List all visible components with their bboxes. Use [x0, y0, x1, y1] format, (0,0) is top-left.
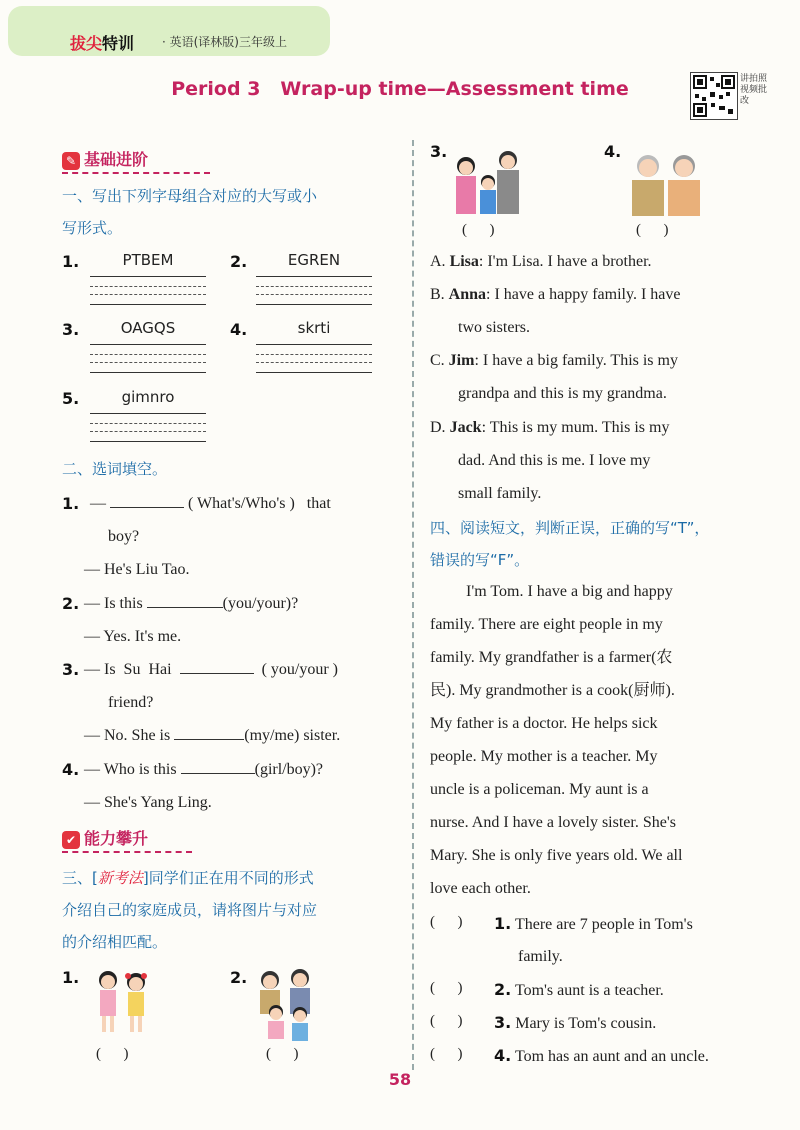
- guide-line: [90, 423, 206, 424]
- question-part: — Is this: [84, 595, 143, 612]
- answer-line: [90, 441, 206, 442]
- letter-group: EGREN: [287, 251, 341, 269]
- option-b: [430, 285, 680, 305]
- guide-line: [256, 286, 372, 287]
- guide-line: [90, 294, 206, 295]
- question-text-cont: friend?: [108, 694, 154, 711]
- picture-number: 3.: [430, 142, 448, 161]
- statement-number: 3.: [494, 1013, 512, 1032]
- option-text: : This is my mum. This is my: [481, 419, 670, 436]
- statement-number: 4.: [494, 1046, 512, 1065]
- family-of-four-illustration: [252, 966, 326, 1044]
- two-girls-illustration: [88, 966, 158, 1040]
- question-part: — Who is this: [84, 761, 177, 778]
- option-letter: A.: [430, 253, 446, 270]
- brand-red: 拔尖: [70, 34, 103, 53]
- option-letter: C.: [430, 352, 445, 369]
- passage-line: uncle is a policeman. My aunt is a: [430, 781, 649, 798]
- option-cont: two sisters.: [458, 319, 530, 336]
- item-number: 4.: [230, 320, 248, 339]
- fill-blank[interactable]: [180, 673, 254, 674]
- column-divider: [412, 140, 414, 1070]
- option-cont: dad. And this is me. I love my: [458, 452, 651, 469]
- answer-text: — He's Liu Tao.: [84, 561, 190, 578]
- guide-line: [256, 354, 372, 355]
- passage-line: My father is a doctor. He helps sick: [430, 715, 658, 732]
- answer-paren[interactable]: ( ): [430, 1046, 463, 1062]
- answer-paren[interactable]: ( ): [462, 222, 495, 238]
- banner-underline: [62, 172, 210, 174]
- question-part: (you/your)?: [222, 595, 299, 612]
- instruction-line: 的介绍相匹配。: [62, 933, 168, 951]
- instruction-line: 四、阅读短文，判断正误，正确的写“T”，: [430, 519, 710, 537]
- picture-number: 1.: [62, 968, 80, 987]
- statement-cont: family.: [518, 948, 563, 965]
- answer-paren[interactable]: ( ): [96, 1046, 129, 1062]
- item-number: 2.: [230, 252, 248, 271]
- title-label: Wrap-up time—Assessment time: [280, 78, 629, 100]
- section-banner-advanced: [62, 826, 148, 849]
- option-text: : I have a big family. This is my: [474, 352, 678, 369]
- guide-line: [90, 431, 206, 432]
- grandparents-illustration: [624, 150, 710, 218]
- part3-instruction: [62, 862, 317, 958]
- speaker-name: Jack: [449, 419, 482, 436]
- statement-text: Mary is Tom's cousin.: [515, 1015, 657, 1032]
- answer-part: (my/me) sister.: [244, 727, 341, 744]
- fill-blank[interactable]: [147, 607, 223, 608]
- picture-number: 2.: [230, 968, 248, 987]
- reading-passage: [430, 582, 774, 912]
- answer-text: — She's Yang Ling.: [84, 794, 212, 811]
- book-subject: · 英语(译林版)三年级上: [162, 35, 287, 49]
- period-label: Period 3: [171, 78, 261, 100]
- letter-group: OAGQS: [120, 319, 176, 337]
- statement: [494, 914, 693, 935]
- answer-line: [256, 304, 372, 305]
- answer-text: — Yes. It's me.: [84, 628, 182, 645]
- answer-paren[interactable]: ( ): [636, 222, 669, 238]
- page-number: 58: [388, 1070, 412, 1089]
- passage-line: family. There are eight people in my: [430, 616, 663, 633]
- option-letter: D.: [430, 419, 446, 436]
- answer-line: [256, 372, 372, 373]
- answer-line[interactable]: [90, 413, 206, 414]
- option-letter: B.: [430, 286, 445, 303]
- passage-line: 民). My grandmother is a cook(厨师).: [430, 682, 675, 699]
- answer-paren[interactable]: ( ): [266, 1046, 299, 1062]
- statement-text: Tom's aunt is a teacher.: [514, 982, 664, 999]
- picture-number: 4.: [604, 142, 622, 161]
- passage-line: family. My grandfather is a farmer(农: [430, 649, 673, 666]
- guide-line: [90, 286, 206, 287]
- item-number: 5.: [62, 389, 80, 408]
- answer-part: — No. She is: [84, 727, 171, 744]
- section-banner-basic: [62, 147, 148, 170]
- instruction-line: 错误的写“F”。: [430, 551, 530, 569]
- page-title: [0, 78, 800, 100]
- speaker-name: Lisa: [449, 253, 479, 270]
- question-part: — Is Su Hai: [84, 661, 172, 678]
- instruction-line: 写形式。: [62, 219, 123, 237]
- option-text: : I have a happy family. I have: [486, 286, 681, 303]
- instruction-line: [62, 862, 317, 894]
- pen-icon: ✎: [62, 152, 80, 170]
- instruction-line: 一、写出下列字母组合对应的大写或小: [62, 187, 318, 205]
- instruction-part: ]同学们正在用不同的形式: [142, 869, 314, 887]
- passage-line: people. My mother is a teacher. My: [430, 748, 658, 765]
- question-text: [84, 760, 323, 780]
- answer-line[interactable]: [90, 344, 206, 345]
- statement-text: Tom has an aunt and an uncle.: [514, 1048, 709, 1065]
- guide-line: [90, 362, 206, 363]
- part4-instruction: [430, 512, 709, 576]
- passage-line: I'm Tom. I have a big and happy: [466, 583, 673, 600]
- instruction-line: 介绍自己的家庭成员，请将图片与对应: [62, 901, 318, 919]
- guide-line: [256, 294, 372, 295]
- answer-line[interactable]: [90, 276, 206, 277]
- banner-label: 能力攀升: [84, 829, 149, 848]
- fill-blank[interactable]: [174, 739, 244, 740]
- fill-blank[interactable]: [110, 507, 184, 508]
- letter-group: PTBEM: [122, 251, 174, 269]
- passage-line: love each other.: [430, 880, 531, 897]
- answer-paren[interactable]: ( ): [430, 914, 463, 930]
- answer-line: [90, 304, 206, 305]
- answer-paren[interactable]: ( ): [430, 980, 463, 996]
- question-part: (girl/boy)?: [254, 761, 324, 778]
- question-part: ( you/your ): [261, 661, 338, 678]
- item-number: 2.: [62, 594, 80, 613]
- statement: [494, 1013, 656, 1034]
- question-text-cont: boy?: [108, 528, 140, 545]
- mum-dad-boy-illustration: [452, 148, 528, 220]
- statement: [494, 1046, 709, 1067]
- question-part: ( What's/Who's ) that: [188, 495, 331, 512]
- question-part: —: [90, 495, 106, 512]
- item-number: 3.: [62, 320, 80, 339]
- brand-logo: [70, 31, 134, 54]
- question-text: [84, 660, 338, 680]
- answer-paren[interactable]: ( ): [430, 1013, 463, 1029]
- letter-group: skrti: [297, 319, 331, 337]
- statement: [494, 980, 664, 1001]
- guide-line: [256, 362, 372, 363]
- answer-line[interactable]: [256, 276, 372, 277]
- passage-line: nurse. And I have a lovely sister. She's: [430, 814, 676, 831]
- option-c: [430, 351, 678, 371]
- option-d: [430, 418, 669, 438]
- option-cont: small family.: [458, 485, 542, 502]
- brand-black: 特训: [102, 34, 135, 53]
- statement-number: 2.: [494, 980, 512, 999]
- question-text: [84, 594, 298, 614]
- instruction-part: 三、[: [62, 869, 98, 887]
- banner-label: 基础进阶: [84, 150, 149, 169]
- letter-group: gimnro: [121, 388, 175, 406]
- option-cont: grandpa and this is my grandma.: [458, 385, 667, 402]
- statement-number: 1.: [494, 914, 512, 933]
- answer-line[interactable]: [256, 344, 372, 345]
- statement-text: There are 7 people in Tom's: [514, 916, 693, 933]
- guide-line: [90, 354, 206, 355]
- new-method-tag: 新考法: [97, 869, 143, 887]
- item-number: 1.: [62, 252, 80, 271]
- item-number: 4.: [62, 760, 80, 779]
- question-text: [90, 494, 331, 514]
- part2-instruction: 二、选词填空。: [62, 460, 168, 478]
- answer-text: [84, 726, 340, 746]
- part1-instruction: [62, 180, 317, 244]
- banner-underline: [62, 851, 192, 853]
- answer-line: [90, 372, 206, 373]
- speaker-name: Anna: [448, 286, 487, 303]
- option-a: [430, 252, 652, 272]
- passage-line: Mary. She is only five years old. We all: [430, 847, 683, 864]
- qr-code-icon[interactable]: [690, 72, 738, 120]
- item-number: 3.: [62, 660, 80, 679]
- qr-label: 讲拍照视频批改: [740, 74, 768, 106]
- speaker-name: Jim: [448, 352, 475, 369]
- fill-blank[interactable]: [181, 773, 255, 774]
- check-icon: ✔: [62, 831, 80, 849]
- option-text: : I'm Lisa. I have a brother.: [478, 253, 652, 270]
- item-number: 1.: [62, 494, 80, 513]
